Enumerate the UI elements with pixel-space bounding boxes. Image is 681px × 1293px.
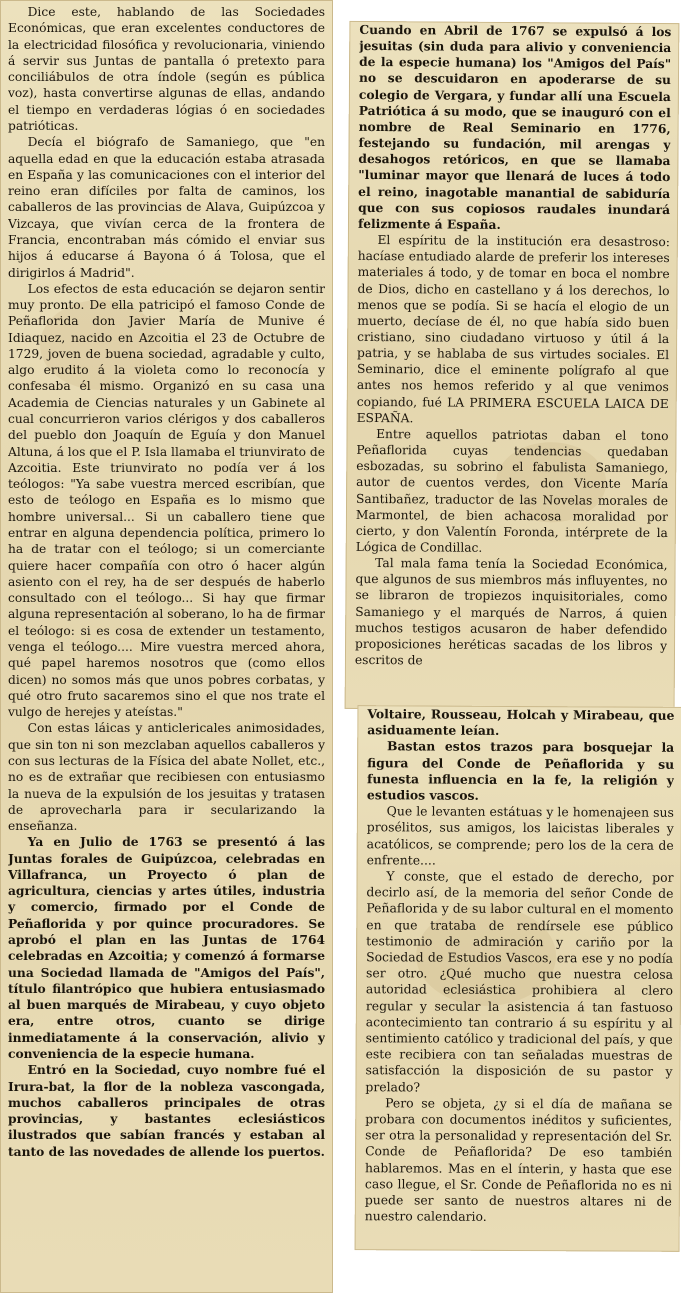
- clipping-right-bottom: [355, 705, 681, 1252]
- paragraph: Entró en la Sociedad, cuyo nombre fué el Irura-bat, la flor de la nobleza vascongada, muchos caballeros principales de otras provincias, y bastantes eclesiásticos ilustrados que sabían francés y estaban al tanto de las novedades de allende los puertos.: [8, 1062, 325, 1159]
- paragraph: Bastan estos trazos para bosquejar la figura del Conde de Peñaflorida y su funesta influencia en la fe, la religión y estudios vascos.: [366, 738, 675, 803]
- text-column-left: [8, 4, 325, 1289]
- paragraph: Cuando en Abril de 1767 se expulsó á los jesuitas (sin duda para alivio y conveniencia de la especie humana) los "Amigos del País" no se descuidaron en apoderarse de su colegio de Vergara, y fundar allí una Escuela Patriótica á su modo, que se inauguró con el nombre de Real Seminario en 1776, festejando su fundación, mil arengas y desahogos retóricos, en que se llamaba "luminar mayor que llenará de luces á todo el reino, inagotable manantial de sabiduría que con sus copiosos raudales inundará felizmente á España.: [357, 21, 672, 232]
- paragraph: Ya en Julio de 1763 se presentó á las Juntas forales de Guipúzcoa, celebradas en Villafranca, un Proyecto ó plan de agricultura, ciencias y artes útiles, industria y comercio, firmado por el Conde de Peñaflorida y por quince procuradores. Se aprobó el plan en las Juntas de 1764 celebradas en Azcoitia; y comenzó á formarse una Sociedad llamada de "Amigos del País", título filantrópico que hubiera entusiasmado al buen marqués de Mirabeau, y cuyo objeto era, entre otros, cuanto se dirige inmediatamente á la conservación, alivio y conveniencia de la especie humana.: [8, 834, 325, 1061]
- text-column-right-top: [355, 22, 672, 707]
- paragraph: Con estas láicas y anticlericales animosidades, que sin ton ni son mezclaban aquellos caballeros y con sus lecturas de la Física del abate Nollet, etc., no es de extrañar que recibiesen con entusiasmo la nueva de la expulsión de los jesuitas y tratasen de aprovecharla para ir secularizando la enseñanza.: [8, 721, 325, 834]
- text-column-right-bottom: [365, 706, 675, 1248]
- paragraph: Y conste, que el estado de derecho, por decirlo así, de la memoria del señor Conde de Peñaflorida y de su labor cultural en el momento en que trataba de rendírsele ese público testimonio de admiración y cariño por la Sociedad de Estudios Vascos, era ese y no podía ser otro. ¿Qué mucho que nuestra celosa autoridad eclesiástica prohibiera al clero regular y secular la asistencia á tan fastuoso acontecimiento tan contrario á su espíritu y al sentimiento católico y tradicional del país, y que este recibiera con tan señaladas muestras de satisfacción la disposición de su pastor y prelado?: [365, 868, 674, 1095]
- paragraph: Pero se objeta, ¿y si el día de mañana se probara con documentos inéditos y suficientes, ser otra la personalidad y representación del Sr. Conde de Peñaflorida? De eso también hablaremos. Mas en el ínterin, y hasta que ese caso llegue, el Sr. Conde de Peñaflorida no es ni puede ser santo de nuestros altares ni de nuestro calendario.: [364, 1095, 673, 1225]
- paragraph: El espíritu de la institución era desastroso: hacíase entudiado alarde de preferir los intereses materiales á todo, y de tomar en boca el nombre de Dios, dicho en castellano y á los derechos, lo menos que se podía. Si se hacía el elogio de un muerto, decíase de él, no que había sido buen cristiano, sino ciudadano virtuoso y útil á la patria, y se hablaba de sus virtudes sociales. El Seminario, dice el eminente polígrafo al que antes nos hemos referido y al que venimos copiando, fué LA PRIMERA ESCUELA LAICA DE ESPAÑA.: [356, 233, 670, 426]
- paragraph: Los efectos de esta educación se dejaron sentir muy pronto. De ella patricipó el famoso Conde de Peñaflorida don Javier María de Munive é Idiaquez, nacido en Azcoitia el 23 de Octubre de 1729, joven de buena sociedad, agradable y culto, algo erudito á la violeta como lo reconocía y confesaba él mismo. Organizó en su casa una Academia de Ciencias naturales y un Gabinete al cual concurrieron varios clérigos y dos caballeros del pueblo don Joaquín de Eguía y don Manuel Altuna, á los que el P. Isla llamaba el triunvirato de Azcoitia. Este triunvirato no podía ver á los teólogos: "Ya sabe vuestra merced escribían, que esto de teólogo en España es lo mismo que hombre universal... Si un caballero tiene que entrar en alguna dependencia política, primero lo ha de tratar con el teólogo; si un comerciante quiere hacer compañía con otro ó hacer algún asiento con el rey, ha de ser después de haberlo consultado con el teólogo... Si hay que firmar alguna representación al soberano, lo ha de firmar el teólogo: si es cosa de extender un testamento, venga el teólogo.... Mire vuestra merced ahora, qué papel haremos nosotros que (como ellos dicen) no somos más que unos pobres corbatas, y qué otro fruto sacaremos sino el que nos trate el vulgo de herejes y ateístas.": [8, 281, 325, 720]
- paragraph: Voltaire, Rousseau, Holcah y Mirabeau, que asiduamente leían.: [367, 706, 675, 739]
- paragraph: Entre aquellos patriotas daban el tono Peñaflorida cuyas tendencias quedaban esbozadas, su sobrino el fabulista Samaniego, autor de cuentos verdes, don Vicente María Santibañez, traductor de las Novelas morales de Marmontel, de bien achacosa moralidad por cierto, y don Valentín Foronda, intérprete de la Lógica de Condillac.: [355, 426, 669, 555]
- paragraph: Dice este, hablando de las Sociedades Económicas, que eran excelentes conductores de la electricidad filosófica y revolucionaria, viniendo á servir sus Juntas de pantalla ó pretexto para conciliábulos de otra índole (según es pública voz), hasta convertirse algunas de ellas, andando el tiempo en verdaderas lógias ó en sociedades patrióticas.: [8, 5, 325, 133]
- paragraph: Que le levanten estátuas y le homenajeen sus prosélitos, sus amigos, los laicistas liberales y acatólicos, se comprende; pero los de la cera de enfrente....: [366, 803, 674, 868]
- clipping-left: [0, 0, 333, 1293]
- paragraph: Tal mala fama tenía la Sociedad Económica, que algunos de sus miembros más influyentes, no se libraron de tropiezos inquisitoriales, como Samaniego y el marqués de Narros, á quien muchos testigos acusaron de haber defendido proposiciones heréticas sacadas de los libros y escritos de: [354, 556, 668, 668]
- clipping-right-top: [345, 21, 680, 711]
- paragraph: Decía el biógrafo de Samaniego, que "en aquella edad en que la educación estaba atrasada en España y las comunicaciones con el interior del reino eran difíciles por falta de caminos, los caballeros de las provincias de Alava, Guipúzcoa y Vizcaya, que vivían cerca de la frontera de Francia, encontraban más cómido el enviar sus hijos á educarse á Bayona ó á Tolosa, que el dirigirlos á Madrid".: [8, 135, 325, 280]
